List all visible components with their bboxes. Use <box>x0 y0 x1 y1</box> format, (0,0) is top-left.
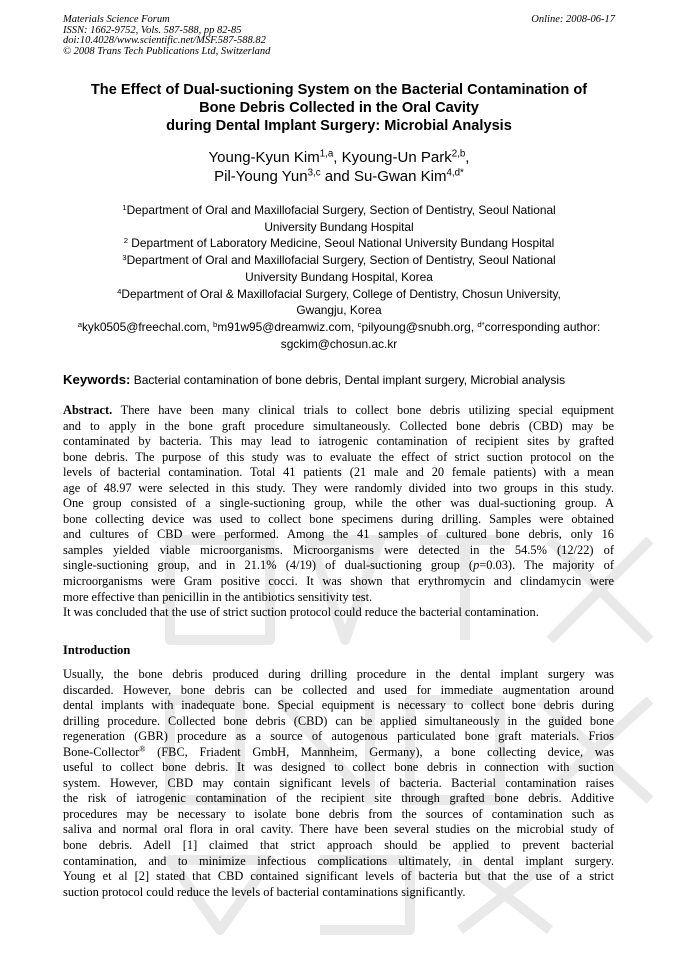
email: m91w95@dreamwiz.com, <box>217 319 358 334</box>
abstract-line: bone debris. The purpose of this study was to evaluate the effect of strict suction protocol on the <box>63 449 614 464</box>
affiliation-line <box>40 286 638 303</box>
author-separator: and <box>320 168 354 185</box>
abstract-line: microorganisms were Gram positive cocci. It was shown that erythromycin and clindamycin were <box>63 574 614 589</box>
affiliation-text: Department of Oral & Maxillofacial Surgery, College of Dentistry, Chosun University, <box>121 286 561 301</box>
abstract-line: contaminated by bacteria. This may lead to iatrogenic contamination of recipient sites by grafted <box>63 434 614 449</box>
email: pilyoung@snubh.org, <box>361 319 478 334</box>
affiliation-text: Department of Laboratory Medicine, Seoul National University Bundang Hospital <box>127 236 555 251</box>
author-sup: 1,a <box>319 148 334 160</box>
intro-line: procedures may be necessary to isolate bone debris from the sources of contamination such as <box>63 806 614 821</box>
author-name: Pil-Young Yun <box>214 168 308 185</box>
abstract-line: and cultures of CBD were performed. Among the 41 samples of cultured bone debris, only 16 <box>63 527 614 542</box>
affiliation-line: University Bundang Hospital <box>264 219 414 234</box>
introduction-body <box>63 667 614 900</box>
abstract <box>63 403 614 621</box>
affiliation-sup: 2 <box>123 236 128 246</box>
author-name: Kyoung-Un Park <box>341 149 452 166</box>
affiliation-sup: 3 <box>122 252 127 262</box>
author-sup: 2,b <box>451 148 466 160</box>
author-name: Young-Kyun Kim <box>208 149 320 166</box>
intro-text: Bone-Collector <box>63 744 140 759</box>
affiliation-line: Gwangju, Korea <box>296 303 382 318</box>
intro-line: suction protocol could reduce the levels of bacterial contaminations significantly. <box>63 884 466 899</box>
corresponding-label: corresponding author: <box>484 319 601 334</box>
email-sup: d* <box>477 319 485 329</box>
keywords-label: Keywords: <box>63 372 131 387</box>
intro-line: Young et al [2] stated that CBD contained significant levels of bacteria but that the use of a strict <box>63 869 614 884</box>
abstract-line: age of 48.97 were selected in this study. They were randomly divided into two groups in this study. <box>63 480 614 495</box>
email-line: sgckim@chosun.ac.kr <box>280 336 398 351</box>
intro-line: Usually, the bone debris produced during drilling procedure in the dental implant surgery was <box>63 667 614 681</box>
author-name: Su-Gwan Kim <box>353 168 447 185</box>
intro-line: drilling procedure. Collected bone debris (CBD) can be applied simultaneously in the guided bone <box>63 713 614 728</box>
author-separator: , <box>465 149 470 166</box>
intro-line: saliva and normal oral flora in oral cavity. There have been several studies on the microbial study of <box>63 822 614 837</box>
intro-line: bone debris. Adell [1] claimed that strict approach should be applied to prevent bacterial <box>63 838 614 853</box>
title-line: The Effect of Dual-suctioning System on the Bacterial Contamination of <box>90 82 588 98</box>
abstract-line: more effective than penicillin in the antibiotics sensitivity test. <box>63 589 373 604</box>
email-sup: a <box>77 319 82 329</box>
copyright: © 2008 Trans Tech Publications Ltd, Switzerland <box>63 45 271 57</box>
intro-line: system. However, CBD may contain significant levels of bacteria. Bacterial contamination raises <box>63 775 614 790</box>
author-list <box>40 148 638 186</box>
abstract-line: levels of bacterial contamination. Total 41 patients (21 male and 20 female patients) with a mean <box>63 465 614 480</box>
intro-line: regeneration (GBR) procedure as a source of autogenous particulated bone graft materials. Frios <box>63 729 614 744</box>
paper-title <box>40 81 638 135</box>
affiliation-line <box>40 202 638 219</box>
intro-text: (FBC, Friadent GmbH, Mannheim, Germany), a bone collecting device, was <box>145 744 614 759</box>
abstract-line <box>63 558 614 574</box>
email-sup: c <box>357 319 362 329</box>
author-separator: , <box>333 149 342 166</box>
p-value-symbol: p <box>473 558 480 573</box>
abstract-line: One group consisted of a single-suctioning group, while the other was dual-suctioning group. A <box>63 496 614 511</box>
author-line <box>40 167 638 186</box>
abstract-text: There have been many clinical trials to collect bone debris utilizing special equipment <box>112 403 614 417</box>
abstract-line: bone collecting device was used to collect bone specimens during drilling. Samples were obtained <box>63 511 614 526</box>
intro-line: useful to collect bone debris. It was designed to collect bone debris in connection with suction <box>63 760 614 775</box>
issn: ISSN: 1662-9752, Vols. 587-588, pp 82-85 <box>63 24 242 36</box>
affiliation-sup: 1 <box>122 202 127 212</box>
abstract-text: =0.03). The majority of <box>479 558 614 573</box>
title-line: Bone Debris Collected in the Oral Cavity <box>199 100 479 116</box>
author-sup: 3,c <box>307 167 321 179</box>
online-date: Online: 2008-06-17 <box>531 14 615 25</box>
doi: doi:10.4028/www.scientific.net/MSF.587-588.82 <box>63 35 266 47</box>
introduction-heading: Introduction <box>63 643 131 657</box>
affiliation-text: Department of Oral and Maxillofacial Surgery, Section of Dentistry, Seoul National <box>126 253 556 268</box>
intro-line: contamination, and to minimize infectious complications ultimately, in dental implant surgery. <box>63 853 614 868</box>
affiliation-text: Department of Oral and Maxillofacial Surgery, Section of Dentistry, Seoul National <box>126 203 556 217</box>
affiliation-sup: 4 <box>117 286 122 296</box>
abstract-line: and to apply in the bone graft procedure simultaneously. Collected bone debris (CBD) may be <box>63 418 614 433</box>
intro-line <box>63 745 614 761</box>
abstract-text: single-suctioning group, and in 21.1% (4/19) of dual-suctioning group ( <box>63 558 474 573</box>
abstract-line <box>63 403 614 419</box>
title-line: during Dental Implant Surgery: Microbial Analysis <box>166 118 512 134</box>
registered-mark: ® <box>139 744 146 754</box>
journal-header <box>63 15 615 57</box>
journal-name: Materials Science Forum <box>63 14 170 25</box>
abstract-label: Abstract. <box>63 403 113 417</box>
keywords <box>63 372 615 387</box>
intro-line: dental implants with inadequate bone. Special equipment is necessary to collect bone debris during <box>63 698 614 713</box>
abstract-line: It was concluded that the use of strict suction protocol could reduce the bacterial contamination. <box>63 605 539 620</box>
affiliation-line <box>40 235 638 252</box>
email-line <box>40 319 638 336</box>
affiliation-line <box>40 252 638 269</box>
email-sup: b <box>213 319 218 329</box>
keywords-text: Bacterial contamination of bone debris, Dental implant surgery, Microbial analysis <box>130 373 566 387</box>
email: kyk0505@freechal.com, <box>81 319 214 334</box>
affiliation-line: University Bundang Hospital, Korea <box>245 269 433 284</box>
intro-line: discarded. However, bone debris can be collected and used for immediate augmentation around <box>63 682 614 697</box>
abstract-line: samples yielded viable microorganisms. Microorganisms were detected in the 54.5% (12/22) of <box>63 542 614 557</box>
affiliations <box>40 202 638 352</box>
author-sup: 4,d* <box>446 167 464 179</box>
intro-line: the risk of iatrogenic contamination of the recipient site through grafted bone debris. Additive <box>63 791 614 806</box>
author-line <box>40 148 638 167</box>
